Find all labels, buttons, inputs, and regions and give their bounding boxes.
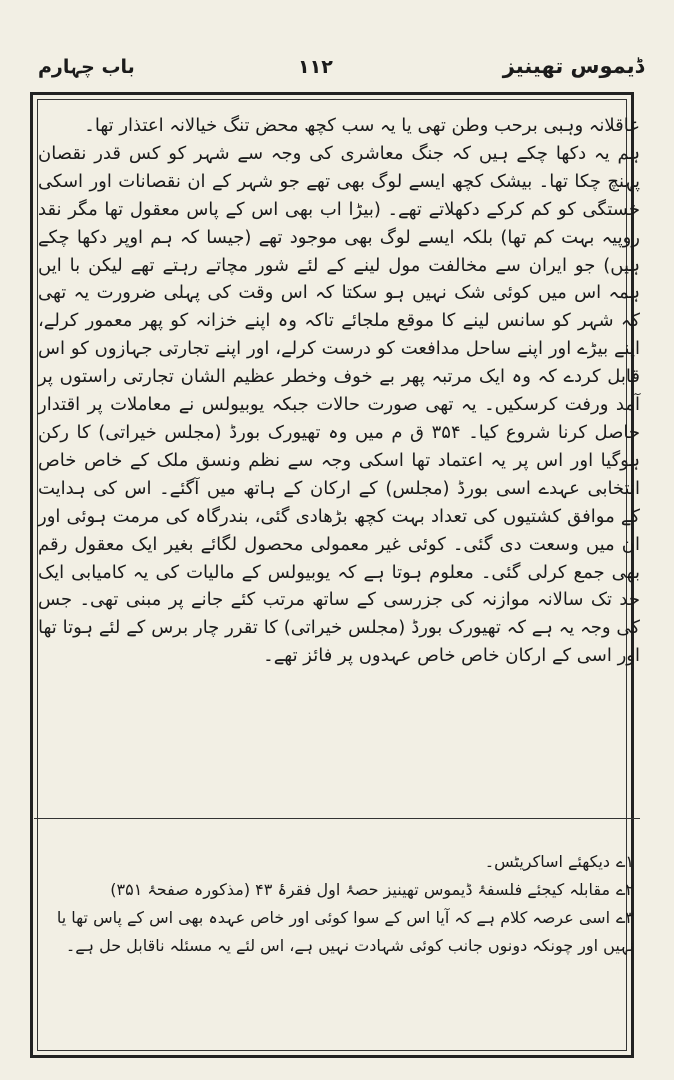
footnote-2-text: مقابلہ کیجئے فلسفۂ ڈیموس تھینیز حصۂ اول فقرۂ ۴۳ (مذکورہ صفحۂ ۳۵۱) <box>110 880 611 899</box>
footnote-2-number: ۲ے <box>616 880 634 899</box>
footnote-3-number: ۳ے <box>616 908 634 927</box>
page-number: ۱۱۲ <box>298 56 333 78</box>
footnote-separator <box>34 818 640 819</box>
footnote-1-text: دیکھئے اساکریٹس۔ <box>484 852 611 871</box>
paragraph-2: ہم یہ دکھا چکے ہیں کہ جنگ معاشری کی وجہ سے شہر کو کس قدر نقصان پہنچ چکا تھا۔ بیشک کچھ ایسے لوگ بھی تھے جو شہر کے ان نقصانات اور اسکی خستگی کو کم کرکے دکھلاتے تھے۔ (بیڑا اب بھی اس کے پاس معقول تھا مگر نقد روپیہ بہت کم تھا) بلکہ ایسے لوگ بھی موجود تھے (جیسا کہ ہم اوپر دکھا چکے ہیں) جو ایران سے مخالفت مول لینے کے لئے شور مچاتے رہتے تھے لیکن با ایں ہمہ اس میں کوئی شک نہیں ہو سکتا کہ اس وقت کی پہلی ضرورت یہ تھی کہ شہر کو سانس لینے کا موقع ملجائے تاکہ وہ اپنے خزانہ کو پھر معمور کرلے، اپنے بیڑے اور اپنے ساحل مدافعت کو درست کرلے، اور اپنے تجارتی جہازوں کو اس قابل کردے کہ وہ ایک مرتبہ پھر بے خوف وخطر عظیم الشان تجارتی راستوں پر آمد ورفت کرسکیں۔ یہ تھی صورت حالات جبکہ یوبیولس نے معاملات پر اقتدار حاصل کرنا شروع کیا۔ ۳۵۴ ق م میں وہ تھیورک بورڈ (مجلس خیراتی) کا رکن ہوگیا اور اس پر یہ اعتماد تھا اسکی وجہ سے نظم ونسق ملک کے خاص خاص انتخابی عہدے اسی بورڈ (مجلس) کے ارکان کے ہاتھ میں آگئے۔ اس کی ہدایت کے موافق کشتیوں کی تعداد بہت کچھ بڑھادی گئی، بندرگاہ کی مرمت ہوئی اور ان میں وسعت دی گئی۔ کوئی غیر معمولی محصول لگائے بغیر ایک معقول رقم بھی جمع کرلی گئی۔ معلوم ہوتا ہے کہ یوبیولس کے مالیات کی یہ کامیابی ایک حد تک سالانہ موازنہ کی جزرسی کے ساتھ مرتب کئے جانے پر مبنی تھی۔ جس کی وجہ یہ ہے کہ تھیورک بورڈ (مجلس خیراتی) کا تقرر چار برس کے لئے ہوتا تھا اور اسی کے ارکان خاص خاص عہدوں پر فائز تھے۔ <box>38 142 641 667</box>
footnote-1-number: ۱ے <box>616 852 634 871</box>
main-text <box>38 112 640 670</box>
footnote-2 <box>40 876 634 904</box>
paragraph-1: عاقلانہ وہبی برحب وطن تھی یا یہ سب کچھ محض تنگ خیالانہ اعتذار تھا۔ <box>84 115 640 136</box>
chapter-heading: باب چہارم <box>38 56 135 78</box>
footnotes <box>40 848 634 960</box>
footnote-3-text: اسی عرصہ کلام ہے کہ آیا اس کے سوا کوئی اور خاص عہدہ بھی اس کے پاس تھا یا نہیں اور چونکہ دونوں جانب کوئی شہادت نہیں ہے، اس لئے یہ مسئلہ ناقابل حل ہے۔ <box>56 908 634 955</box>
book-title: ڈیموس تھینیز <box>502 54 644 78</box>
footnote-3 <box>40 904 634 960</box>
footnote-1 <box>40 848 634 876</box>
